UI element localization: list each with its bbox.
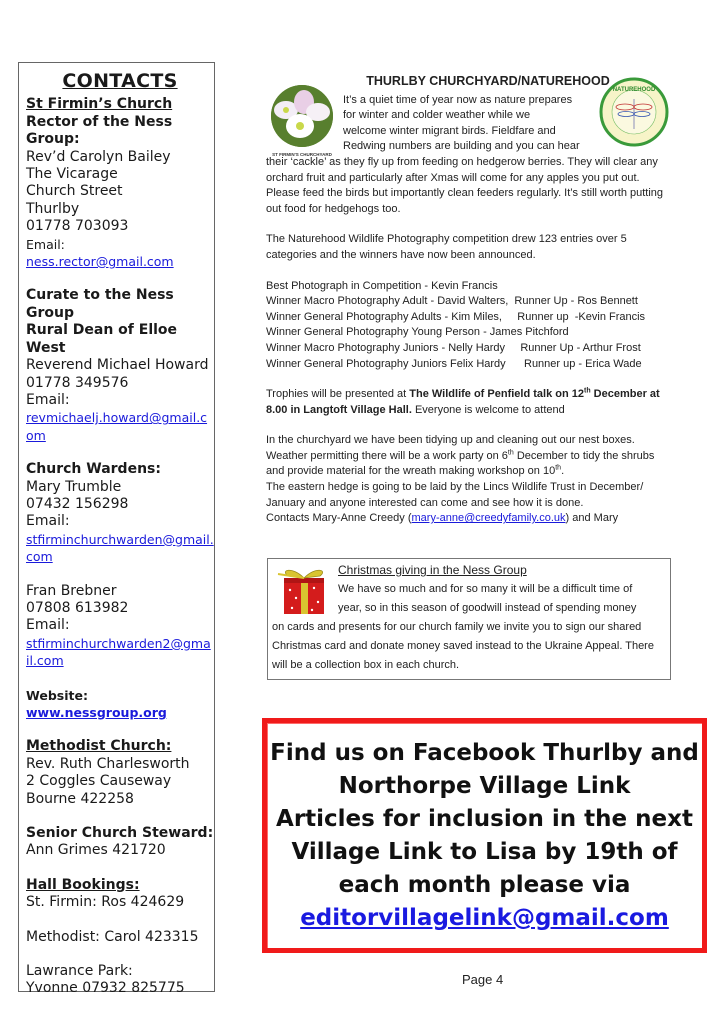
christmas-line-2: year, so in this season of goodwill instead of spending money — [338, 602, 637, 614]
winner-line: Winner General Photography Adults - Kim Miles, Runner up -Kevin Francis — [266, 310, 646, 323]
winner-line: Winner General Photography Young Person - James Pitchford — [266, 326, 569, 339]
warden-1-phone: 07432 156298 — [26, 495, 129, 512]
intro-line-3: welcome winter migrant birds. Fieldfare and — [343, 124, 556, 137]
contacts-line — [266, 511, 670, 527]
hall-methodist: Methodist: Carol 423315 — [26, 928, 199, 945]
warden-2-name: Fran Brebner — [26, 582, 117, 599]
creedy-email-link[interactable]: mary-anne@creedyfamily.co.uk — [411, 512, 566, 525]
warden-1-email-label: Email: — [26, 513, 70, 530]
intro-continued: their ‘cackle’ as they fly up from feeding on hedgerow berries. They will clear any orchard fruit and particularly after Xmas will come for any apples you put out. Please feed the birds but importantly clean feeders regularly. It’s still worth putting out food for hedgehogs too. — [266, 155, 664, 215]
warden-1-email-link[interactable]: stfirminchurchwarden@gmail.com — [26, 531, 214, 565]
methodist-heading: Methodist Church: — [26, 738, 172, 755]
rector-phone: 01778 703093 — [26, 218, 129, 235]
churchyard-sup-1: th — [507, 449, 514, 457]
christmas-rest: on cards and presents for our church family we invite you to sign our shared Christmas card and donate money saved instead to the Ukraine Appeal. There will be a collection box in each church. — [272, 621, 654, 671]
contacts-title: CONTACTS — [62, 70, 178, 92]
contacts-panel — [18, 62, 215, 997]
christmas-line-1: We have so much and for so many it will be a difficult time of — [338, 583, 633, 595]
contacts-line-post: ) and Mary — [565, 512, 619, 525]
rector-address-1: The Vicarage — [26, 166, 118, 183]
curate-email-label: Email: — [26, 391, 70, 408]
churchyard-paragraph — [266, 433, 670, 480]
churchyard-logo-caption: ST FIRMIN'S CHURCHYARD — [272, 152, 332, 157]
curate-phone: 01778 349576 — [26, 374, 129, 391]
hall-bookings-heading: Hall Bookings: — [26, 876, 140, 893]
curate-role-2: Rural Dean of Elloe West — [26, 322, 178, 356]
article-title: THURLBY CHURCHYARD/NATUREHOOD — [366, 74, 610, 88]
churchyard-text-1: In the churchyard we have been tidying up and cleaning out our nest boxes. Weather permitting there will be a work party on 6 — [266, 434, 635, 462]
naturehood-logo — [599, 77, 669, 147]
christmas-giving-box — [267, 558, 671, 680]
christmas-heading: Christmas giving in the Ness Group — [338, 563, 527, 577]
steward-heading: Senior Church Steward: — [26, 825, 214, 842]
churchyard-text-2: December to tidy the shrubs and provide material for the wreath making workshop on 10 — [266, 449, 655, 478]
curate-name: Reverend Michael Howard — [26, 357, 209, 374]
curate-role-1: Curate to the Ness Group — [26, 287, 174, 321]
warden-2-email-label: Email: — [26, 617, 70, 634]
churchyard-text-3: . — [561, 465, 565, 478]
methodist-minister: Rev. Ruth Charlesworth — [26, 755, 190, 772]
st-firmins-heading: St Firmin’s Church — [26, 96, 173, 113]
churchyard-sup-2: th — [555, 464, 562, 472]
intro-line-2: for winter and colder weather while we — [343, 109, 531, 122]
contacts-line-pre: Contacts Mary-Anne Creedy ( — [266, 512, 412, 525]
website-link[interactable]: www.nessgroup.org — [26, 705, 167, 720]
winner-line: Winner General Photography Juniors Felix Hardy Runner up - Erica Wade — [266, 357, 642, 370]
rector-email-label: Email: — [26, 236, 65, 252]
rector-address-3: Thurlby — [26, 200, 80, 217]
rector-address-2: Church Street — [26, 183, 123, 200]
trophies-venue: December at 8.00 in Langtoft Village Hall. — [266, 388, 660, 416]
hall-lawrance-label: Lawrance Park: — [26, 963, 133, 980]
steward-name-phone: Ann Grimes 421720 — [26, 842, 166, 859]
warden-2-email-link[interactable]: stfirminchurchwarden2@gmail.com — [26, 635, 211, 669]
rector-role: Rector of the Ness Group: — [26, 113, 173, 148]
intro-line-4: Redwing numbers are building and you can hear — [343, 140, 580, 153]
competition-paragraph: The Naturehood Wildlife Photography competition drew 123 entries over 5 categories and the winners have now been announced. — [266, 233, 627, 261]
hedge-paragraph: The eastern hedge is going to be laid by the Lincs Wildlife Trust in December/ January and anyone interested can come and see how it is done. — [266, 481, 644, 509]
trophies-text: Trophies will be presented at — [266, 388, 410, 401]
rector-name: Rev’d Carolyn Bailey — [26, 148, 171, 165]
website-label: Website: — [26, 687, 88, 703]
winner-line: Winner Macro Photography Juniors - Nelly Hardy Runner Up - Arthur Frost — [266, 341, 641, 354]
editor-email-link[interactable]: editorvillagelink@gmail.com — [300, 905, 669, 931]
winner-line: Best Photograph in Competition - Kevin Francis — [266, 279, 498, 292]
churchyard-article — [266, 74, 670, 527]
wardens-heading: Church Wardens: — [26, 461, 161, 478]
warden-1-name: Mary Trumble — [26, 478, 122, 495]
warden-2-phone: 07808 613982 — [26, 599, 129, 616]
page-number: Page 4 — [462, 972, 504, 987]
intro-line-1: It’s a quiet time of year now as nature prepares — [343, 93, 573, 106]
trophies-paragraph — [266, 387, 670, 418]
methodist-town-phone: Bourne 422258 — [26, 790, 134, 807]
curate-email-link[interactable]: revmichaelj.howard@gmail.com — [26, 410, 208, 443]
rector-email-link[interactable]: ness.rector@gmail.com — [26, 254, 174, 270]
trophies-welcome: Everyone is welcome to attend — [411, 403, 565, 416]
facebook-notice: Find us on Facebook Thurlby and Northorpe Village Link — [270, 740, 699, 799]
hall-st-firmin: St. Firmin: Ros 424629 — [26, 894, 185, 911]
methodist-address: 2 Coggles Causeway — [26, 773, 172, 790]
facebook-notice-box — [262, 718, 707, 953]
churchyard-flower-logo — [266, 84, 338, 160]
trophies-event: The Wildlife of Penfield talk on 12 — [409, 388, 584, 401]
trophies-sup: th — [583, 387, 591, 395]
articles-notice: Articles for inclusion in the next Village Link to Lisa by 19th of each month please via — [276, 806, 693, 898]
hall-lawrance-contact: Yvonne 07932 825775 — [26, 980, 185, 997]
winners-list — [266, 279, 670, 373]
gift-icon — [274, 564, 332, 616]
winner-line: Winner Macro Photography Adult - David Walters, Runner Up - Ros Bennett — [266, 295, 638, 308]
naturehood-logo-text: NATUREHOOD — [612, 87, 656, 93]
